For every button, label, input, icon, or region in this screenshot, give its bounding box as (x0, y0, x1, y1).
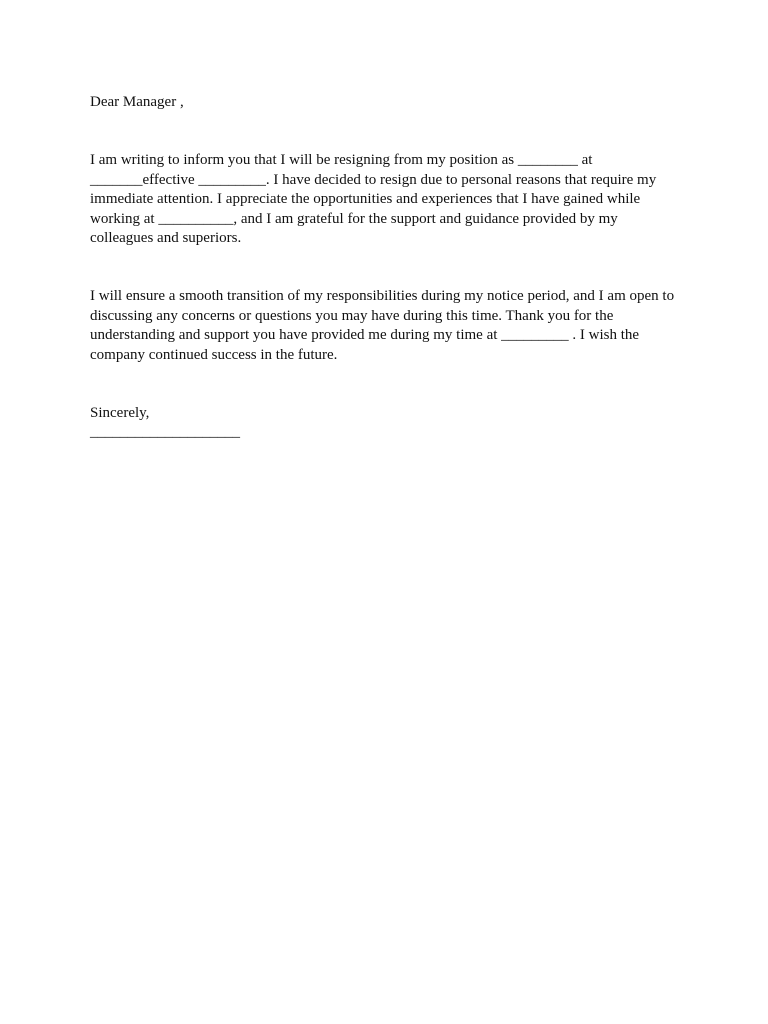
letter-greeting: Dear Manager , (90, 94, 184, 110)
letter-paragraph-2: I will ensure a smooth transition of my responsibilities during my notice period, and I am open to discussing any concerns or questions you may have during this time. Thank you for the understanding and support you have provided me during my time at _________ . I wish the company continued success in the future. (90, 288, 675, 363)
letter-paragraph-1: I am writing to inform you that I will be resigning from my position as ________ at _______effective _________. I have decided to resign due to personal reasons that require my immediate attention. I appreciate the opportunities and experiences that I have gained while working at __________, and I am grateful for the support and guidance provided by my colleagues and superiors. (90, 152, 657, 247)
resignation-letter (90, 93, 684, 442)
signature-line: ____________________ (90, 424, 240, 441)
letter-closing: Sincerely, (90, 405, 150, 422)
